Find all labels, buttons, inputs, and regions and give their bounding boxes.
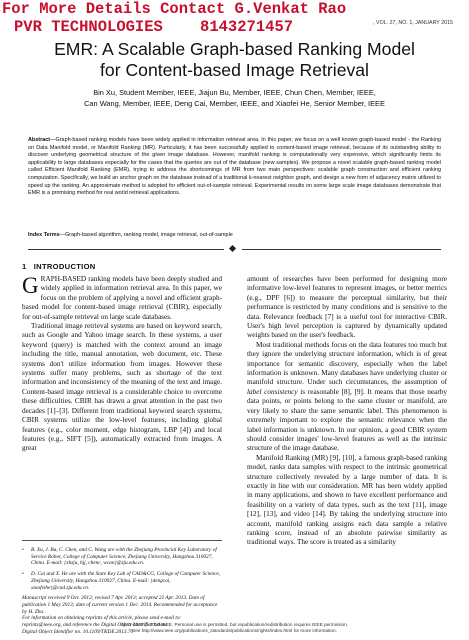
footnote-affiliation-1: [22, 547, 222, 567]
section-heading: [22, 262, 96, 271]
section-title: INTRODUCTION: [33, 262, 96, 271]
section-number: 1: [22, 262, 27, 271]
paper-title: [10, 39, 459, 81]
author-list: [20, 88, 449, 109]
watermark-line-2: PVR TECHNOLOGIES 8143271457: [14, 18, 294, 36]
reprints-note: For information on obtaining reprints of this article, please send e-mail to: reprints@ieee.org, and reference the Digital Object Identifier below.: [22, 615, 182, 629]
authors-line-2: Can Wang, Member, IEEE, Deng Cai, Member, IEEE, and Xiaofei He, Senior Member, IEEE: [84, 98, 385, 108]
authors-line-1: Bin Xu, Student Member, IEEE, Jiajun Bu, Member, IEEE, Chun Chen, Member, IEEE,: [93, 88, 376, 97]
abstract-text: —Graph-based ranking models have been widely applied in information retrieval area. In this paper, we focus on a well known graph-based model - the Ranking on Data Manifold model, or Manifold Ranking (MR). Particularly, it has been successfully applied to content-based image retrieval, because of its outstanding ability to discover underlying geometrical structure of the given image database. However, manifold ranking is computationally very expensive, which significantly limits its applicability to large databases especially for the cases that the queries are out of the database (new samples). We propose a novel scalable graph-based ranking model called Efficient Manifold Ranking (EMR), trying to address the shortcomings of MR from two main perspectives: scalable graph construction and efficient ranking computation. Specifically, we build an anchor graph on the database instead of a traditional k-nearest neighbor graph, and design a new form of adjacency matrix utilized to speed up the ranking. An approximate method is adopted for efficient out-of-sample retrieval. Experimental results on some large scale image databases demonstrate that EMR is a promising method for real world retrieval applications.: [28, 137, 441, 197]
index-terms: [28, 232, 441, 240]
intro-paragraph-2: Traditional image retrieval systems are based on keyword search, such as Google and Yahoo image search. In these systems, a user keyword (query) is matched with the context around an image including the title, manual annotation, web document, etc. These systems don't utilize information from images. However these systems suffer many problems, such as shortage of the text information and inconsistency of the meaning of the text and image. Content-based image retrieval is a considerable choice to overcome these difficulties. CBIR has drawn a great attention in the past two decades [1]–[3]. Different from traditional keyword search systems, CBIR systems utilize the low-level features, including global features (e.g., color moment, edge histogram, LBP [4]) and local features (e.g., SIFT [5]), automatically extracted from images. A great: [22, 322, 222, 453]
right-column: [247, 275, 447, 548]
bullet-icon: •: [22, 547, 24, 553]
footnote-affiliation-2-text: D. Cai and X. He are with the State Key Lab of CAD&CG, College of Computer Science, Zhejiang University, Hangzhou 310027, China. E-mail: {dengcai, xiaofeihe}@cad.zju.edu.cn.: [31, 571, 220, 591]
doi-note: Digital Object Identifier no. 10.1109/TKDE.2013.70: [22, 628, 134, 635]
label-consistency-term: label consistency: [247, 387, 298, 396]
copyright-line-2: See http://www.ieee.org/publications_standards/publications/rights/index.html for more information.: [132, 628, 337, 634]
footnote-affiliation-2: [22, 571, 222, 591]
index-terms-label: Index Terms: [28, 232, 60, 238]
drop-cap: G: [22, 273, 39, 298]
title-line-1: EMR: A Scalable Graph-based Ranking Model: [54, 39, 415, 59]
right-paragraph-3: Manifold Ranking (MR) [9], [10], a famous graph-based ranking model, ranks data samples with respect to the intrinsic geometrical structure collectively revealed by a large number of data. It is exactly in line with our consideration. MR has been widely applied in many applications, and shown to have excellent performance and feasibility on a variety of data types, such as the text [11], image [12], [13], and video [14]. By taking the underlying structure into account, manifold ranking assigns each data sample a relative ranking score, instead of an absolute pairwise similarity as traditional ways. The score is treated as a similarity: [247, 453, 447, 547]
intro-paragraph-1: [22, 275, 222, 322]
watermark-line-1: For More Details Contact G.Venkat Rao: [2, 0, 347, 18]
title-line-2: for Content-based Image Retrieval: [100, 60, 369, 80]
abstract: [28, 137, 441, 198]
right-paragraph-1: amount of researches have been performed for designing more informative low-level features to represent images, or better metrics (e.g., DPF [6]) to measure the perceptual similarity, but their performance is restricted by many conditions and is sensitive to the data. Relevance feedback [7] is a useful tool for interactive CBIR. User's high level perception is captured by dynamically updated weights based on the user's feedback.: [247, 275, 447, 340]
right-paragraph-2-text-a: Most traditional methods focus on the data features too much but they ignore the underlying structure information, which is of great importance for semantic discovery, especially when the label information is unknown. Many databases have underlying cluster or manifold structure. Under such circumstances, the assumption of: [247, 340, 447, 387]
footnote-rule: [22, 540, 222, 541]
footnote-affiliation-1-text: B. Xu, J. Bu, C. Chen, and C. Wang are with the Zhejiang Provincial Key Laboratory of Service Robot, College of Computer Science, Zhejiang University, Hangzhou 310027, China. E-mail: {xbzju, bjj, chenc, wcan}@zju.edu.cn.: [31, 547, 217, 567]
right-paragraph-2-text-b: is reasonable [8], [9]. It means that those nearby data points, or points belong to the same cluster or manifold, are very likely to share the same semantic label. This phenomenon is extremely important to explore the semantic relevance when the label information is unknown. In our opinion, a good CBIR system should consider images' low-level features as well as the intrinsic structure of the image database.: [247, 387, 447, 453]
manuscript-note: Manuscript received 9 Oct. 2012; revised 7 Apr. 2013; accepted 22 Apr. 2013. Date of publication 1 May 2013; date of current version 1 Dec. 2014. Recommended for acceptance by H. Zha.: [22, 595, 218, 615]
drop-cap-lead: RAPH-BASED: [40, 275, 87, 283]
contact-watermark: [0, 0, 346, 40]
journal-header: , VOL. 27, NO. 1, JANUARY 2015: [373, 20, 453, 26]
abstract-label: Abstract: [28, 137, 51, 143]
right-paragraph-2: [247, 341, 447, 454]
bullet-icon: •: [22, 571, 24, 578]
copyright-footer: [10, 622, 459, 635]
intro-paragraph-1-text: ranking models have been deeply studied and widely applied in information retrieval area. In this paper, we focus on the problem of applying a novel and efficient graph-based model for content-based image retrieval (CBIR), especially for out-of-sample retrieval on large scale databases.: [22, 275, 222, 321]
index-terms-text: —Graph-based algorithm, ranking model, image retrieval, out-of-sample: [59, 232, 233, 238]
left-column: [22, 275, 222, 454]
copyright-line-1: 1041-4347 © 2013 IEEE. Personal use is permitted, but republication/redistribution requires IEEE permission.: [120, 622, 348, 627]
